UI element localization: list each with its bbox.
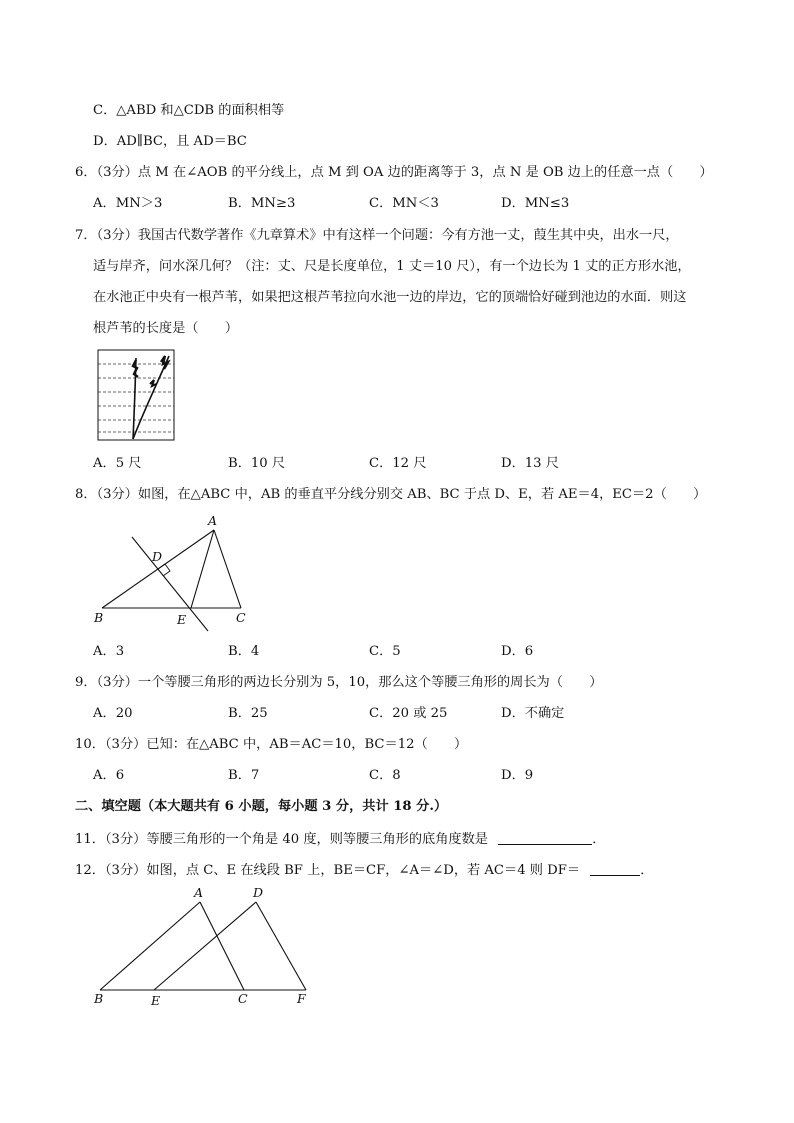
q8-stem: 8．（3分）如图，在△ABC 中，AB 的垂直平分线分别交 AB、BC 于点 D、E，若 AE＝4，EC＝2（ ）: [75, 487, 707, 502]
label-c: C: [238, 991, 248, 1006]
segment-ba: [100, 902, 200, 990]
q7-stem-line-4: 根芦苇的长度是（ ）: [93, 321, 239, 336]
q10-option-c: C．8: [369, 768, 401, 783]
label-b: B: [94, 991, 104, 1006]
reed-leaf: [150, 380, 156, 386]
q7-stem-line-2: 适与岸齐，问水深几何？（注：丈、尺是长度单位，1 丈＝10 尺），有一个边长为 1 丈的正方形水池，: [93, 259, 691, 274]
q7-stem-line-1: 7．（3分）我国古代数学著作《九章算术》中有这样一个问题：今有方池一丈，葭生其中央，出水一尺，: [75, 228, 679, 243]
q11-end-mark: ．: [592, 832, 606, 847]
q12-answer-blank[interactable]: [590, 861, 640, 876]
q8-option-a: A．3: [93, 644, 125, 659]
q12-end-mark: ．: [640, 863, 654, 878]
label-e: E: [177, 612, 187, 627]
q6-option-c: C．MN＜3: [369, 196, 439, 211]
q7-pond-reed-figure: [95, 348, 177, 443]
segment-ed: [154, 902, 256, 990]
reed-leaf: [133, 360, 138, 377]
q8-triangle-figure: [90, 510, 260, 635]
q10-option-d: D．9: [501, 768, 534, 783]
label-b: B: [94, 610, 104, 625]
segment-df: [256, 902, 306, 990]
q6-option-b: B．MN≥3: [228, 196, 296, 211]
q5-option-d: D．AD∥BC，且 AD＝BC: [93, 134, 247, 149]
q7-option-d: D．13 尺: [501, 456, 559, 471]
q8-option-c: C．5: [369, 644, 401, 659]
right-angle-mark: [158, 564, 170, 576]
q8-option-b: B．4: [228, 644, 260, 659]
q12-triangles-figure: [90, 885, 320, 1010]
label-c: C: [236, 610, 246, 625]
q8-option-d: D．6: [501, 644, 534, 659]
q11-stem: 11．（3分）等腰三角形的一个角是 40 度，则等腰三角形的底角度数是: [75, 832, 488, 847]
q9-option-d: D．不确定: [501, 706, 565, 721]
q7-option-b: B．10 尺: [228, 456, 286, 471]
label-d: D: [253, 885, 264, 900]
q9-option-a: A．20: [93, 706, 133, 721]
q6-stem: 6．（3分）点 M 在∠AOB 的平分线上，点 M 到 OA 边的距离等于 3，点 N 是 OB 边上的任意一点（ ）: [75, 165, 713, 180]
q10-stem: 10．（3分）已知：在△ABC 中，AB＝AC＝10，BC＝12（ ）: [75, 737, 468, 752]
section-2-heading: 二、填空题（本大题共有 6 小题，每小题 3 分，共计 18 分.）: [75, 799, 448, 814]
label-a: A: [194, 885, 204, 900]
q6-option-a: A．MN＞3: [93, 196, 163, 211]
q5-option-c: C．△ABD 和△CDB 的面积相等: [93, 103, 285, 118]
q9-option-c: C．20 或 25: [369, 706, 448, 721]
q7-stem-line-3: 在水池正中央有一根芦苇，如果把这根芦苇拉向水池一边的岸边，它的顶端恰好碰到池边的水面．则这: [93, 290, 687, 305]
q11-answer-blank[interactable]: [498, 830, 592, 845]
perpendicular-bisector: [132, 537, 208, 631]
q10-option-b: B．7: [228, 768, 260, 783]
label-d: D: [152, 549, 163, 564]
q12-line: [75, 861, 653, 880]
reed-leaf: [161, 356, 168, 369]
segment-ac: [214, 530, 241, 608]
q9-option-b: B．25: [228, 706, 268, 721]
label-f: F: [297, 991, 306, 1006]
q9-stem: 9．（3分）一个等腰三角形的两边长分别为 5，10，那么这个等腰三角形的周长为（ ）: [75, 675, 603, 690]
segment-ae: [191, 530, 214, 608]
q7-option-c: C．12 尺: [369, 456, 427, 471]
q7-option-a: A．5 尺: [93, 456, 142, 471]
q11-line: [75, 830, 605, 849]
segment-ac: [200, 902, 244, 990]
label-a: A: [208, 513, 218, 528]
q10-option-a: A．6: [93, 768, 125, 783]
q6-option-d: D．MN≤3: [501, 196, 570, 211]
q12-stem: 12．（3分）如图，点 C、E 在线段 BF 上，BE＝CF，∠A＝∠D，若 AC＝4 则 DF＝: [75, 863, 581, 878]
label-e: E: [151, 993, 161, 1008]
